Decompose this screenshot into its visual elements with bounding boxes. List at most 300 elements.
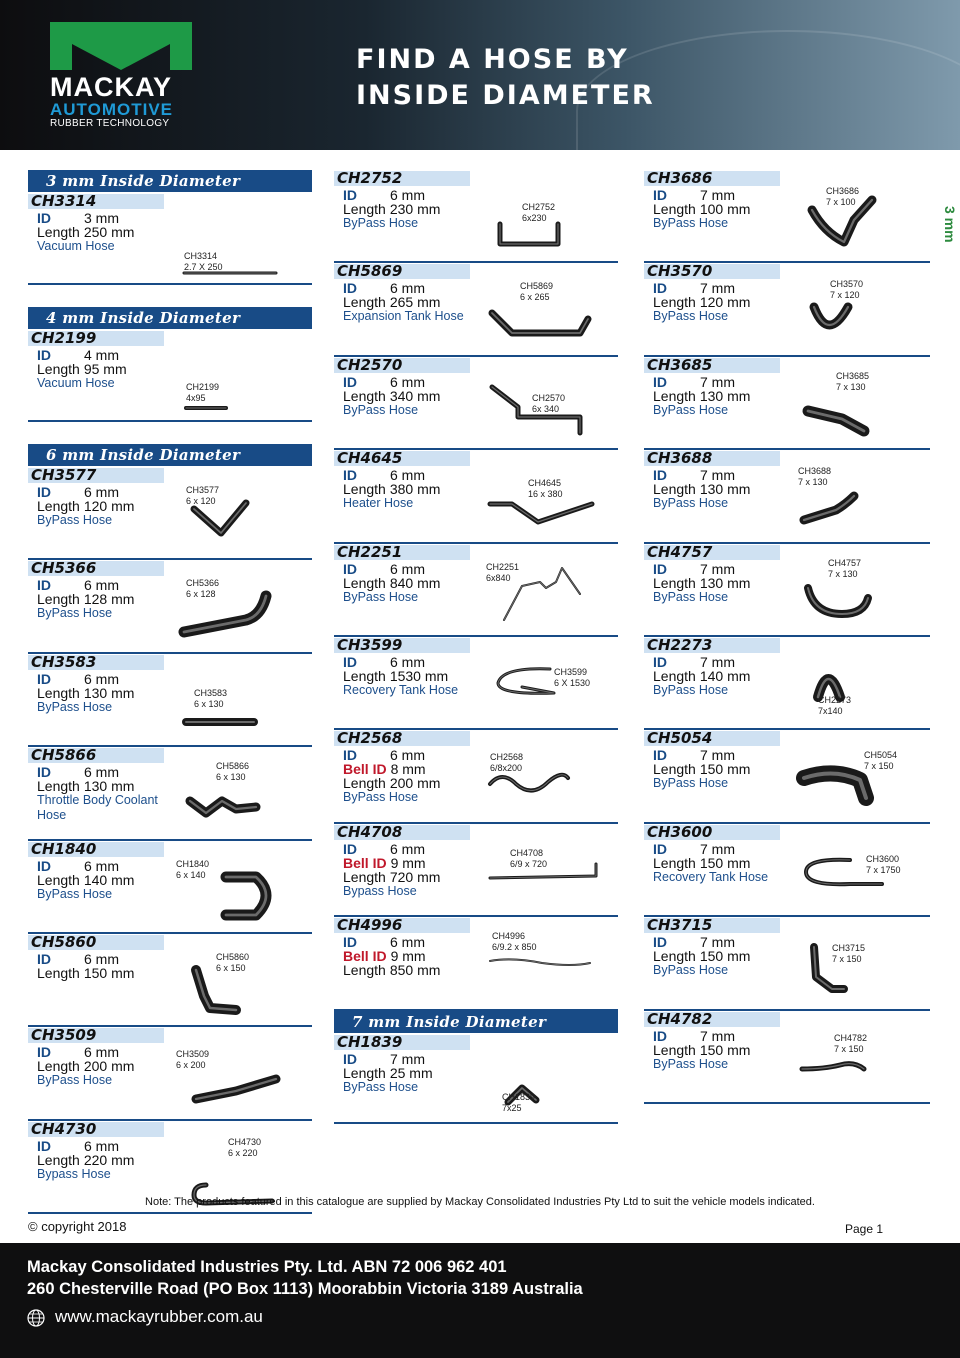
id-label: ID bbox=[343, 1050, 357, 1067]
image-caption bbox=[528, 478, 563, 500]
image-caption-code: CH2568 bbox=[490, 752, 524, 763]
image-caption-code: CH3688 bbox=[798, 466, 832, 477]
image-caption-size: 7 x 130 bbox=[828, 568, 858, 579]
product-code: CH3600 bbox=[644, 825, 780, 840]
id-label: ID bbox=[37, 210, 51, 226]
image-caption bbox=[176, 1049, 209, 1071]
hose-image bbox=[482, 838, 610, 908]
product-code: CH4730 bbox=[28, 1122, 164, 1137]
image-caption-code: CH5869 bbox=[520, 281, 554, 292]
image-caption-code: CH1840 bbox=[176, 858, 210, 869]
image-caption-code: CH3509 bbox=[176, 1049, 210, 1060]
id-label: ID bbox=[343, 280, 357, 297]
hose-shape bbox=[490, 504, 592, 522]
hose-type: ByPass Hose bbox=[653, 402, 729, 417]
hose-image bbox=[482, 1048, 610, 1118]
product-entry bbox=[334, 170, 618, 263]
hose-image bbox=[794, 371, 922, 441]
section-header-s4 bbox=[28, 307, 312, 329]
length-label: Length bbox=[653, 761, 696, 778]
product-entry bbox=[28, 1027, 312, 1120]
product-entry bbox=[334, 263, 618, 356]
product-code: CH5366 bbox=[28, 561, 164, 576]
image-caption-size: 7 x 150 bbox=[832, 954, 862, 965]
length-label: Length bbox=[37, 1151, 80, 1168]
length-label: Length bbox=[37, 964, 80, 981]
hose-image bbox=[176, 344, 304, 414]
hose-type: ByPass Hose bbox=[343, 1079, 419, 1094]
hose-type: ByPass Hose bbox=[37, 1073, 113, 1088]
hose-type: ByPass Hose bbox=[653, 776, 729, 791]
image-caption-code: CH3599 bbox=[554, 666, 588, 677]
section-title: 4 mm Inside Diameter bbox=[46, 309, 241, 327]
image-caption-size: 6 x 130 bbox=[216, 772, 246, 783]
length-value: 265 mm bbox=[389, 294, 441, 311]
hose-image bbox=[794, 1025, 922, 1095]
image-caption bbox=[826, 186, 859, 208]
length-label: Length bbox=[343, 1064, 386, 1081]
id-label: ID bbox=[37, 1044, 51, 1061]
image-caption bbox=[830, 279, 863, 301]
length-value: 140 mm bbox=[83, 871, 135, 888]
image-caption-code: CH3600 bbox=[866, 853, 900, 864]
hose-type: ByPass Hose bbox=[37, 606, 113, 621]
image-caption bbox=[486, 562, 519, 584]
title-line-1: FIND A HOSE BY bbox=[356, 44, 629, 75]
hose-type: ByPass Hose bbox=[343, 216, 419, 230]
product-entry bbox=[334, 357, 618, 450]
bell-id-value: 9 mm bbox=[390, 854, 426, 871]
image-caption-size: 7 x 1750 bbox=[866, 864, 901, 875]
id-value: 4 mm bbox=[84, 347, 119, 363]
product-code: CH3577 bbox=[28, 468, 164, 483]
image-caption-code: CH2273 bbox=[818, 694, 852, 705]
image-caption bbox=[798, 466, 831, 488]
id-value: 6 mm bbox=[390, 840, 425, 857]
id-value: 6 mm bbox=[390, 747, 425, 764]
length-label: Length bbox=[343, 481, 386, 498]
id-value: 6 mm bbox=[84, 857, 119, 874]
image-caption-code: CH5366 bbox=[186, 578, 220, 589]
product-code: CH3599 bbox=[334, 638, 470, 653]
image-caption-code: CH4730 bbox=[228, 1136, 262, 1147]
length-value: 850 mm bbox=[389, 962, 441, 979]
disclaimer-note: Note: The products featured in this catalogue are supplied by Mackay Consolidated Industries Pty Ltd to suit the vehicle models indicated. bbox=[145, 1196, 815, 1208]
product-code: CH2570 bbox=[334, 358, 470, 373]
hose-image bbox=[794, 558, 922, 628]
hose-type: ByPass Hose bbox=[37, 699, 113, 714]
id-value: 7 mm bbox=[700, 1027, 735, 1044]
image-caption-code: CH5054 bbox=[864, 750, 898, 761]
product-code: CH5054 bbox=[644, 731, 780, 746]
length-label: Length bbox=[37, 684, 80, 701]
section-title: 6 mm Inside Diameter bbox=[46, 446, 241, 464]
id-value: 7 mm bbox=[700, 373, 735, 390]
image-caption bbox=[510, 848, 547, 870]
id-value: 6 mm bbox=[84, 764, 119, 781]
id-value: 6 mm bbox=[390, 187, 425, 203]
product-entry bbox=[28, 841, 312, 934]
length-value: 150 mm bbox=[699, 854, 751, 871]
product-entry bbox=[644, 917, 930, 1010]
id-value: 6 mm bbox=[390, 280, 425, 297]
image-caption bbox=[186, 578, 219, 600]
image-caption-code: CH3577 bbox=[186, 485, 220, 495]
hose-icon bbox=[794, 744, 922, 814]
hose-type: ByPass Hose bbox=[37, 513, 113, 527]
image-caption-code: CH3715 bbox=[832, 943, 866, 954]
length-label: Length bbox=[37, 1058, 80, 1075]
image-caption-code: CH4645 bbox=[528, 478, 562, 489]
image-caption bbox=[866, 854, 901, 876]
image-caption-size: 6 x 200 bbox=[176, 1060, 206, 1071]
product-entry bbox=[28, 330, 312, 422]
hose-icon bbox=[794, 931, 922, 1001]
length-value: 140 mm bbox=[699, 667, 751, 684]
image-caption-size: 6x840 bbox=[486, 572, 511, 583]
length-label: Length bbox=[343, 294, 386, 311]
image-caption-size: 7 x 120 bbox=[830, 290, 860, 301]
image-caption bbox=[520, 281, 553, 303]
length-value: 720 mm bbox=[389, 868, 441, 885]
hose-image bbox=[176, 668, 304, 738]
id-label: ID bbox=[37, 484, 51, 500]
image-caption bbox=[184, 251, 223, 273]
hose-type: ByPass Hose bbox=[653, 589, 729, 604]
hose-type: Throttle Body Coolant Hose bbox=[37, 793, 158, 823]
image-caption bbox=[216, 952, 249, 974]
image-caption-size: 6 x 130 bbox=[194, 698, 224, 709]
id-value: 7 mm bbox=[390, 1050, 425, 1067]
product-code: CH3314 bbox=[28, 194, 164, 209]
id-label: ID bbox=[653, 653, 667, 670]
product-code: CH5866 bbox=[28, 748, 164, 763]
section-header-s3 bbox=[28, 170, 312, 192]
id-value: 7 mm bbox=[700, 934, 735, 951]
length-value: 200 mm bbox=[83, 1058, 135, 1075]
hose-type: ByPass Hose bbox=[653, 963, 729, 978]
product-entry bbox=[334, 917, 618, 1010]
image-caption-size: 6 x 150 bbox=[216, 962, 246, 973]
length-value: 380 mm bbox=[389, 481, 441, 498]
id-value: 6 mm bbox=[390, 560, 425, 577]
length-value: 25 mm bbox=[389, 1064, 433, 1081]
product-entry bbox=[644, 730, 930, 823]
length-value: 120 mm bbox=[83, 498, 135, 514]
product-code: CH2752 bbox=[334, 171, 470, 186]
hose-image bbox=[482, 464, 610, 534]
image-caption-size: 7 x 150 bbox=[864, 761, 894, 772]
product-entry bbox=[644, 1011, 930, 1104]
hose-type: Bypass Hose bbox=[343, 883, 417, 898]
id-value: 6 mm bbox=[84, 950, 119, 967]
image-caption-size: 6x230 bbox=[522, 213, 547, 223]
product-code: CH4782 bbox=[644, 1012, 780, 1027]
image-caption-size: 6 x 220 bbox=[228, 1147, 258, 1158]
image-caption-code: CH1839 bbox=[502, 1091, 536, 1102]
hose-image bbox=[482, 558, 610, 628]
image-caption bbox=[186, 382, 219, 404]
hose-type: ByPass Hose bbox=[343, 402, 419, 417]
logo-mark-icon bbox=[50, 22, 192, 70]
page-number: Page 1 bbox=[845, 1222, 884, 1236]
product-code: CH2568 bbox=[334, 731, 470, 746]
image-caption-size: 6 x 265 bbox=[520, 292, 550, 303]
length-value: 230 mm bbox=[389, 201, 441, 217]
hose-shape bbox=[804, 496, 854, 520]
hose-image bbox=[794, 931, 922, 1001]
id-value: 7 mm bbox=[700, 187, 735, 203]
image-caption bbox=[502, 1092, 535, 1114]
product-code: CH5869 bbox=[334, 264, 470, 279]
length-value: 220 mm bbox=[83, 1151, 135, 1168]
length-value: 340 mm bbox=[389, 387, 441, 404]
product-code: CH5860 bbox=[28, 935, 164, 950]
id-label: ID bbox=[653, 1027, 667, 1044]
id-label: ID bbox=[343, 467, 357, 484]
image-caption bbox=[216, 761, 249, 783]
hose-icon bbox=[794, 651, 922, 721]
id-label: ID bbox=[37, 950, 51, 967]
image-caption bbox=[834, 1033, 867, 1055]
page-title bbox=[356, 42, 655, 114]
length-value: 1530 mm bbox=[389, 667, 449, 684]
image-caption-code: CH5866 bbox=[216, 761, 250, 772]
length-value: 200 mm bbox=[389, 775, 441, 792]
id-value: 6 mm bbox=[390, 934, 425, 951]
length-label: Length bbox=[343, 962, 386, 979]
length-value: 95 mm bbox=[83, 361, 127, 377]
image-caption bbox=[832, 943, 865, 965]
bell-id-label: Bell ID bbox=[343, 854, 387, 871]
hose-type: ByPass Hose bbox=[653, 496, 729, 511]
image-caption-code: CH3685 bbox=[836, 370, 870, 381]
id-label: ID bbox=[343, 373, 357, 390]
image-caption bbox=[186, 485, 219, 507]
id-value: 7 mm bbox=[700, 840, 735, 857]
id-label: ID bbox=[37, 1137, 51, 1154]
length-value: 130 mm bbox=[699, 574, 751, 591]
id-label: ID bbox=[653, 373, 667, 390]
hose-shape bbox=[500, 224, 558, 244]
id-value: 7 mm bbox=[700, 280, 735, 297]
product-code: CH4645 bbox=[334, 451, 470, 466]
hose-image bbox=[482, 744, 610, 814]
length-value: 150 mm bbox=[699, 1041, 751, 1058]
product-code: CH4708 bbox=[334, 825, 470, 840]
section-header-s6 bbox=[28, 444, 312, 466]
id-label: ID bbox=[343, 747, 357, 764]
id-value: 6 mm bbox=[84, 670, 119, 687]
hose-shape bbox=[498, 669, 554, 694]
hose-type: Vacuum Hose bbox=[37, 376, 115, 390]
id-value: 6 mm bbox=[84, 1044, 119, 1061]
hose-image bbox=[482, 277, 610, 347]
column-3 bbox=[644, 170, 930, 1104]
product-code: CH3583 bbox=[28, 655, 164, 670]
length-value: 130 mm bbox=[699, 481, 751, 498]
product-code: CH2199 bbox=[28, 331, 164, 346]
image-caption-code: CH5860 bbox=[216, 951, 250, 962]
hose-image bbox=[482, 184, 610, 254]
bell-id-value: 9 mm bbox=[390, 948, 426, 965]
hose-image bbox=[176, 574, 304, 644]
image-caption bbox=[194, 688, 227, 710]
length-value: 130 mm bbox=[83, 684, 135, 701]
length-value: 840 mm bbox=[389, 574, 441, 591]
hose-image bbox=[176, 855, 304, 925]
id-value: 6 mm bbox=[390, 373, 425, 390]
product-entry bbox=[644, 263, 930, 356]
side-tab: 3 mm bbox=[942, 206, 958, 243]
hose-type: ByPass Hose bbox=[343, 589, 419, 604]
hose-image bbox=[176, 481, 304, 551]
id-label: ID bbox=[37, 857, 51, 874]
length-label: Length bbox=[653, 387, 696, 404]
hose-type: ByPass Hose bbox=[653, 1056, 729, 1071]
hose-image bbox=[176, 948, 304, 1018]
image-caption-size: 6/9.2 x 850 bbox=[492, 942, 537, 953]
product-entry bbox=[334, 824, 618, 917]
length-label: Length bbox=[653, 854, 696, 871]
length-value: 128 mm bbox=[83, 591, 135, 608]
image-caption-code: CH3314 bbox=[184, 251, 218, 261]
product-entry bbox=[28, 654, 312, 747]
hose-type: Bypass Hose bbox=[37, 1166, 111, 1181]
hose-image bbox=[176, 761, 304, 831]
bell-id-label: Bell ID bbox=[343, 948, 387, 965]
id-label: ID bbox=[653, 187, 667, 203]
hose-type: ByPass Hose bbox=[37, 886, 113, 901]
brand-automotive: AUTOMOTIVE bbox=[50, 100, 174, 119]
product-code: CH3686 bbox=[644, 171, 780, 186]
id-label: ID bbox=[343, 840, 357, 857]
bell-id-value: 8 mm bbox=[390, 761, 426, 778]
product-code: CH3688 bbox=[644, 451, 780, 466]
image-caption-size: 6/8x200 bbox=[490, 763, 523, 774]
product-entry bbox=[644, 357, 930, 450]
brand-name: MACKAY bbox=[50, 72, 173, 102]
id-label: ID bbox=[653, 467, 667, 484]
image-caption bbox=[828, 558, 861, 580]
image-caption-code: CH2251 bbox=[486, 561, 520, 572]
product-code: CH3570 bbox=[644, 264, 780, 279]
id-value: 6 mm bbox=[84, 1137, 119, 1154]
bell-id-label: Bell ID bbox=[343, 761, 387, 778]
product-entry bbox=[28, 560, 312, 653]
id-value: 6 mm bbox=[84, 577, 119, 594]
id-value: 6 mm bbox=[390, 653, 425, 670]
product-code: CH4996 bbox=[334, 918, 470, 933]
image-caption bbox=[492, 931, 537, 953]
id-label: ID bbox=[653, 280, 667, 297]
brand-tagline: RUBBER TECHNOLOGY bbox=[50, 118, 170, 129]
id-value: 7 mm bbox=[700, 467, 735, 484]
hose-shape bbox=[194, 503, 246, 533]
length-value: 150 mm bbox=[699, 761, 751, 778]
hose-type: Vacuum Hose bbox=[37, 239, 115, 253]
image-caption-size: 6 x 140 bbox=[176, 869, 206, 880]
image-caption-code: CH2752 bbox=[522, 202, 556, 212]
section-title: 7 mm Inside Diameter bbox=[352, 1012, 547, 1031]
image-caption-size: 7x140 bbox=[818, 705, 843, 716]
length-value: 100 mm bbox=[699, 201, 751, 217]
product-entry bbox=[644, 544, 930, 637]
image-caption-size: 16 x 380 bbox=[528, 489, 563, 500]
image-caption bbox=[228, 1137, 261, 1159]
length-label: Length bbox=[653, 294, 696, 311]
length-value: 150 mm bbox=[699, 948, 751, 965]
hose-image bbox=[794, 651, 922, 721]
image-caption-size: 7 x 130 bbox=[798, 477, 828, 488]
title-line-2: INSIDE DIAMETER bbox=[356, 80, 655, 111]
hose-image bbox=[794, 464, 922, 534]
id-label: ID bbox=[653, 840, 667, 857]
length-value: 130 mm bbox=[699, 387, 751, 404]
hose-highlight bbox=[500, 224, 558, 244]
column-1 bbox=[28, 170, 312, 1214]
image-caption-size: 7x25 bbox=[502, 1102, 522, 1113]
length-label: Length bbox=[343, 387, 386, 404]
id-label: ID bbox=[653, 747, 667, 764]
length-label: Length bbox=[653, 574, 696, 591]
globe-icon bbox=[27, 1309, 45, 1327]
product-code: CH4757 bbox=[644, 545, 780, 560]
image-caption-size: 7 x 150 bbox=[834, 1043, 864, 1054]
footer-company: Mackay Consolidated Industries Pty. Ltd. ABN 72 006 962 401 bbox=[27, 1258, 507, 1276]
hose-type: Expansion Tank Hose bbox=[343, 309, 464, 324]
product-code: CH3715 bbox=[644, 918, 780, 933]
image-caption-size: 2.7 X 250 bbox=[184, 262, 223, 272]
page-header bbox=[0, 0, 960, 150]
image-caption-size: 6 x 120 bbox=[186, 496, 216, 506]
footer-website[interactable]: www.mackayrubber.com.au bbox=[55, 1307, 263, 1326]
footer-address: 260 Chesterville Road (PO Box 1113) Moorabbin Victoria 3189 Australia bbox=[27, 1280, 583, 1298]
hose-image bbox=[482, 371, 610, 441]
length-label: Length bbox=[37, 361, 80, 377]
image-caption-code: CH2570 bbox=[532, 392, 566, 403]
length-label: Length bbox=[37, 871, 80, 888]
image-caption-code: CH4782 bbox=[834, 1032, 868, 1043]
image-caption-size: 6/9 x 720 bbox=[510, 858, 548, 869]
length-label: Length bbox=[343, 574, 386, 591]
length-label: Length bbox=[37, 591, 80, 608]
image-caption-code: CH3686 bbox=[826, 186, 860, 196]
hose-type: ByPass Hose bbox=[653, 682, 729, 697]
product-entry bbox=[334, 1034, 618, 1124]
image-caption-code: CH3583 bbox=[194, 687, 228, 698]
hose-type: Recovery Tank Hose bbox=[653, 869, 769, 884]
id-value: 7 mm bbox=[700, 560, 735, 577]
id-label: ID bbox=[37, 347, 51, 363]
length-value: 250 mm bbox=[83, 224, 135, 240]
product-code: CH1839 bbox=[334, 1035, 470, 1050]
column-2 bbox=[334, 170, 618, 1124]
product-entry bbox=[644, 637, 930, 730]
product-entry bbox=[644, 450, 930, 543]
id-value: 7 mm bbox=[700, 747, 735, 764]
length-label: Length bbox=[653, 201, 696, 217]
image-caption bbox=[554, 667, 590, 689]
hose-image bbox=[176, 1041, 304, 1111]
image-caption-code: CH4708 bbox=[510, 847, 544, 858]
product-entry bbox=[28, 467, 312, 560]
id-value: 6 mm bbox=[390, 467, 425, 484]
product-entry bbox=[28, 934, 312, 1027]
product-entry bbox=[334, 730, 618, 823]
image-caption bbox=[864, 750, 897, 772]
length-label: Length bbox=[37, 778, 80, 795]
